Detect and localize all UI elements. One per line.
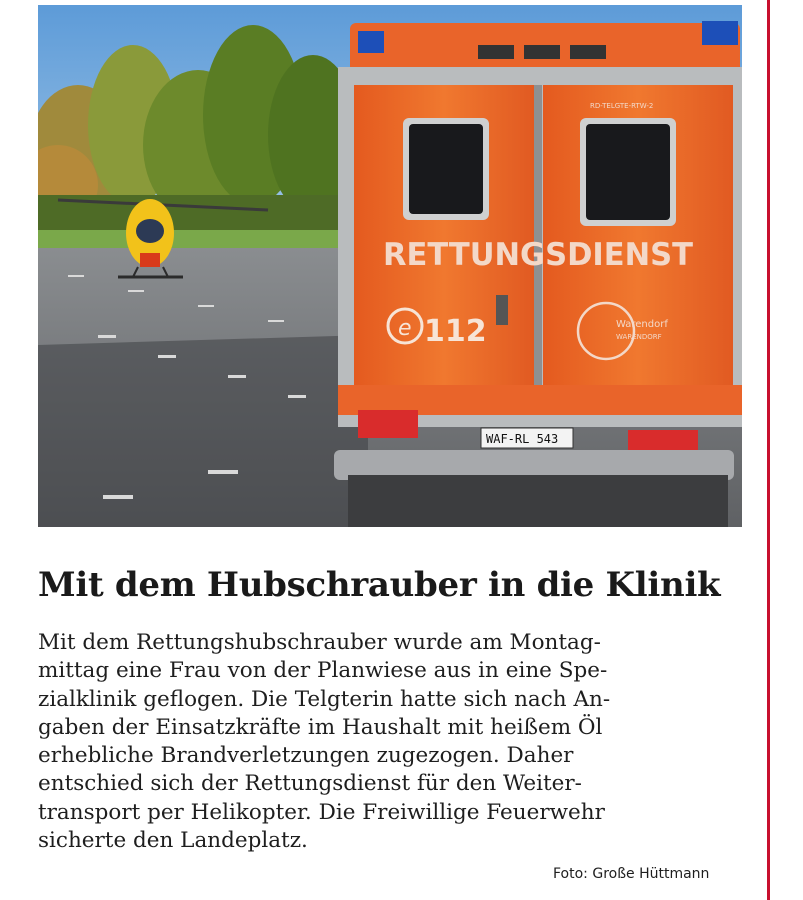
- door-code: RD-TELGTE-RTW-2: [590, 102, 654, 110]
- photo-credit: Foto: Große Hüttmann: [553, 866, 710, 882]
- article-photo: [38, 5, 742, 527]
- body-line: mittag eine Frau von der Planwiese aus in eine Spe-: [38, 658, 608, 684]
- license-plate: WAF-RL 543: [486, 432, 559, 446]
- body-line: gaben der Einsatzkräfte im Haushalt mit heißem Öl: [38, 714, 603, 740]
- body-line: transport per Helikopter. Die Freiwillige Feuerwehr: [38, 799, 605, 825]
- body-line: erhebliche Brandverletzungen zugezogen. Daher: [38, 743, 574, 769]
- article-headline: Mit dem Hubschrauber in die Klinik: [38, 565, 721, 605]
- logo-subtext: WARENDORF: [616, 333, 662, 341]
- ambulance: [334, 21, 742, 527]
- body-line: entschied sich der Rettungsdienst für den Weiter-: [38, 771, 582, 797]
- svg-text:e: e: [398, 316, 412, 341]
- emergency-number: 112: [424, 314, 487, 349]
- body-line: zialklinik geflogen. Die Telgterin hatte sich nach An-: [38, 686, 611, 712]
- article-body: [38, 629, 768, 855]
- body-line: Mit dem Rettungshubschrauber wurde am Montag-: [38, 630, 601, 655]
- ambulance-lettering: RETTUNGSDIENST: [383, 237, 693, 273]
- body-line: sicherte den Landeplatz.: [38, 828, 308, 854]
- logo-text: Warendorf: [616, 319, 668, 330]
